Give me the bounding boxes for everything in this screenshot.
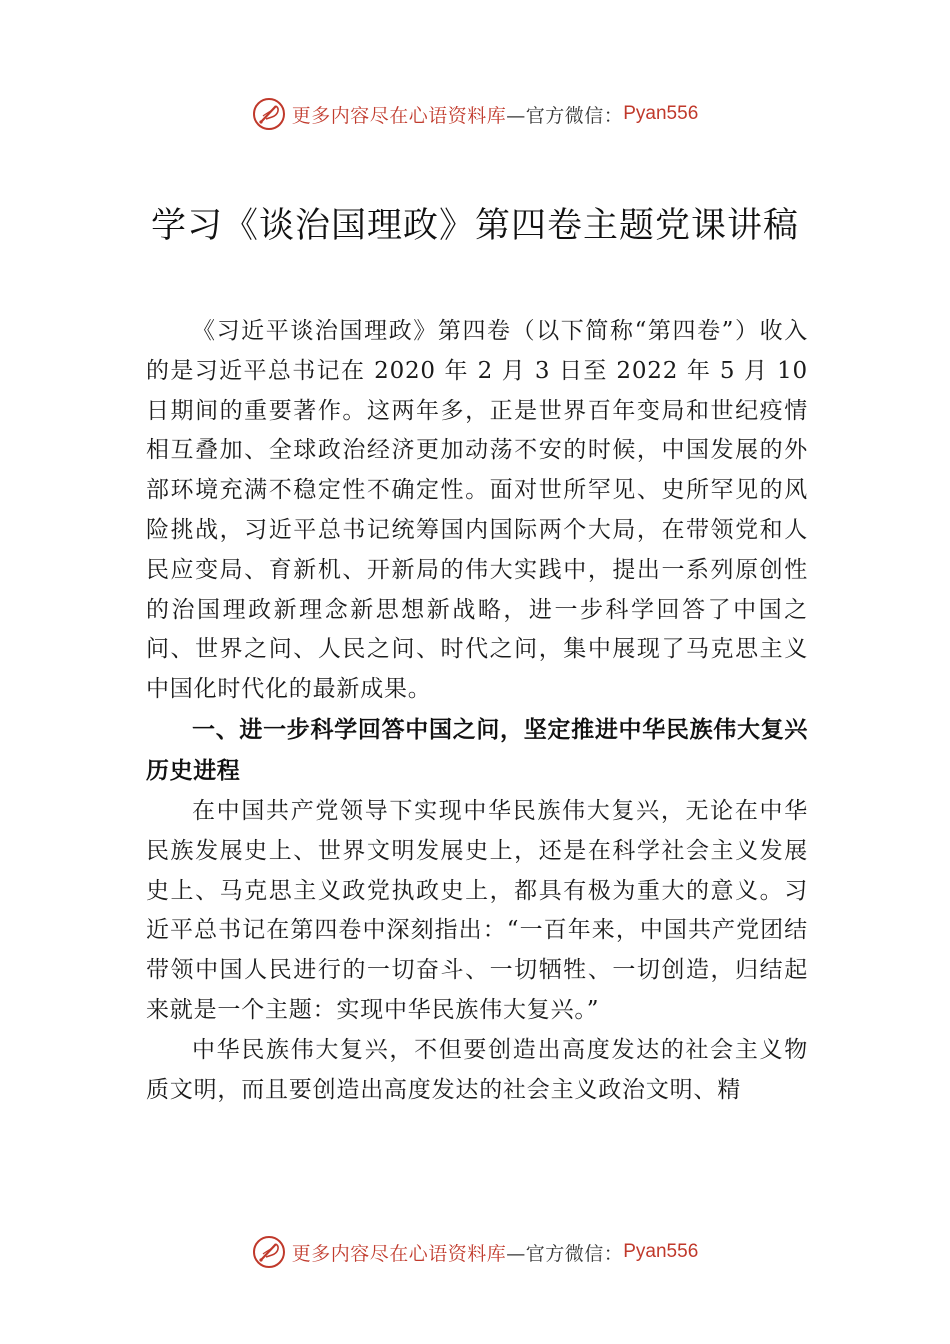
feather-pen-seal-icon	[252, 1235, 286, 1269]
banner-wechat-id: Pyan556	[623, 1241, 699, 1262]
feather-pen-seal-icon	[252, 97, 286, 131]
section-paragraph: 中华民族伟大复兴，不但要创造出高度发达的社会主义物质文明，而且要创造出高度发达的社会主义政治文明、精	[146, 1036, 808, 1103]
intro-paragraph: 《习近平谈治国理政》第四卷（以下简称“第四卷”）收入的是习近平总书记在 2020 年 2 月 3 日至 2022 年 5 月 10 日期间的重要著作。这两年多，正是世界百年变局和世纪疫情相互叠加、全球政治经济更加动荡不安的时候，中国发展的外部环境充满不稳定性不确定性。面对世所罕见、史所罕见的风险挑战，习近平总书记统筹国内国际两个大局，在带领党和人民应变局、育新机、开新局的伟大实践中，提出一系列原创性的治国理政新理念新思想新战略，进一步科学回答了中国之问、世界之问、人民之问、时代之问，集中展现了马克思主义中国化时代化的最新成果。	[146, 318, 808, 703]
section-paragraph: 在中国共产党领导下实现中华民族伟大复兴，无论在中华民族发展史上、世界文明发展史上，还是在科学社会主义发展史上、马克思主义政党执政史上，都具有极为重大的意义。习近平总书记在第四卷中深刻指出：“一百年来，中国共产党团结带领中国人民进行的一切奋斗、一切牺牲、一切创造，归结起来就是一个主题：实现中华民族伟大复兴。”	[146, 797, 808, 1023]
document-body	[146, 312, 808, 1110]
section-heading: 一、进一步科学回答中国之问，坚定推进中华民族伟大复兴历史进程	[146, 716, 808, 784]
banner-wechat-label: —官方微信：	[506, 104, 624, 127]
banner-site-name: 更多内容尽在心语资料库	[291, 104, 507, 127]
footer-banner	[0, 1232, 950, 1272]
banner-wechat-id: Pyan556	[623, 103, 699, 124]
document-title: 学习《谈治国理政》第四卷主题党课讲稿	[150, 206, 799, 246]
header-banner	[0, 94, 950, 134]
banner-wechat-label: —官方微信：	[506, 1242, 624, 1265]
banner-site-name: 更多内容尽在心语资料库	[291, 1242, 507, 1265]
